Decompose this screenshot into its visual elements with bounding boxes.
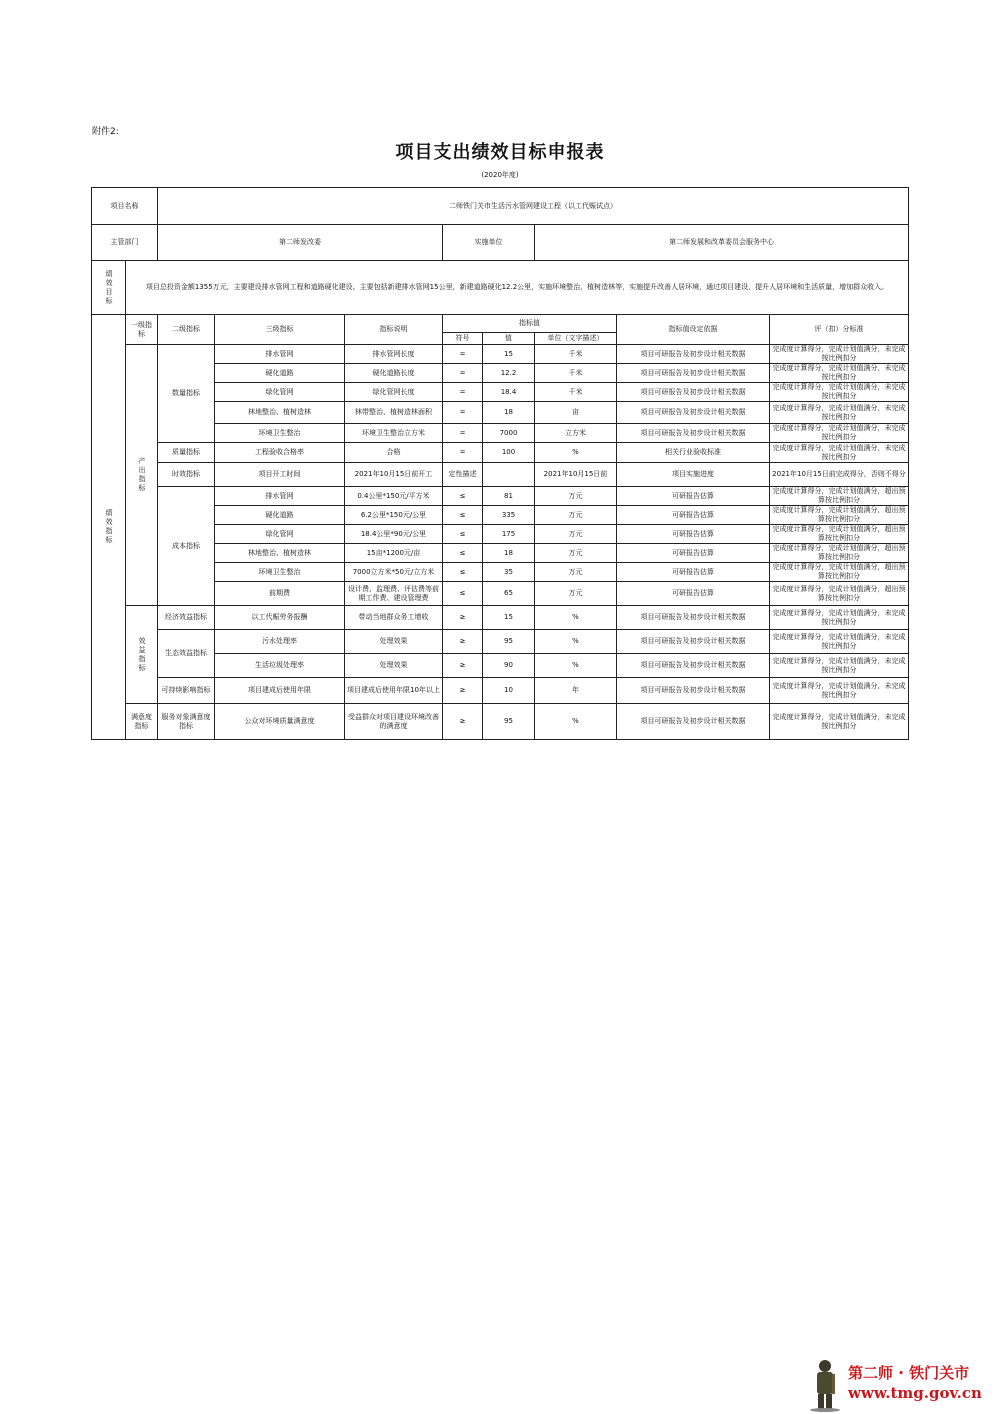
dept-row: [92, 225, 909, 261]
cell-val: [483, 463, 535, 487]
cell-sym: ≥: [443, 630, 483, 654]
unit-value: 第二师发展和改革委员会服务中心: [535, 225, 909, 261]
header-level1: 一级指标: [126, 315, 158, 345]
table-row: [92, 463, 909, 487]
cell-desc: 处理效果: [345, 654, 443, 678]
cell-basis: 可研报告估算: [617, 563, 770, 582]
cell-unit: 万元: [535, 582, 617, 606]
cat-satisfaction: 满意度指标: [126, 704, 158, 740]
dept-value: 第二师发改委: [158, 225, 443, 261]
table-row: [92, 364, 909, 383]
cell-unit: 万元: [535, 544, 617, 563]
header-scoring: 评（扣）分标准: [770, 315, 909, 345]
table-row: [92, 506, 909, 525]
cell-val: 90: [483, 654, 535, 678]
cell-score: 完成度计算得分，完成计划值满分，未完成按比例扣分: [770, 383, 909, 402]
cell-unit: 万元: [535, 487, 617, 506]
indicator-label: 绩效指标: [92, 315, 126, 740]
cell-unit: 2021年10月15日前: [535, 463, 617, 487]
cell-l3: 硬化道路: [215, 506, 345, 525]
header-val: 值: [483, 333, 535, 345]
cell-basis: 项目可研报告及初步设计相关数据: [617, 424, 770, 443]
cell-l3: 项目开工时间: [215, 463, 345, 487]
cell-sym: ≤: [443, 525, 483, 544]
table-row: [92, 606, 909, 630]
header-row: [92, 315, 909, 333]
cat-output: 产出指标: [126, 345, 158, 606]
cell-unit: %: [535, 704, 617, 740]
cell-desc: 带动当地群众务工增收: [345, 606, 443, 630]
cell-basis: 可研报告估算: [617, 525, 770, 544]
header-desc: 指标说明: [345, 315, 443, 345]
cell-desc: 6.2公里*150元/公里: [345, 506, 443, 525]
cell-l3: 环境卫生整治: [215, 424, 345, 443]
cell-desc: 2021年10月15日前开工: [345, 463, 443, 487]
cell-val: 18: [483, 544, 535, 563]
cell-basis: 相关行业验收标准: [617, 443, 770, 463]
cell-l3: 污水处理率: [215, 630, 345, 654]
cell-score: 完成度计算得分，完成计划值满分，超出预算按比例扣分: [770, 544, 909, 563]
cell-sym: =: [443, 383, 483, 402]
project-name-row: [92, 188, 909, 225]
group-time: 时效指标: [158, 463, 215, 487]
table-row: [92, 563, 909, 582]
cell-l3: 环境卫生整治: [215, 563, 345, 582]
cell-sym: =: [443, 424, 483, 443]
cell-unit: 千米: [535, 383, 617, 402]
goal-text: 项目总投资金额1355万元，主要建设排水管网工程和道路硬化建设。主要包括新建排水管网15公里，新建道路硬化12.2公里，实施环境整治，植树造林等，实施提升改善人居环境，通过项目建设，提升人居环境和生活质量，增加群众收入。: [126, 261, 909, 315]
cell-score: 完成度计算得分，完成计划值满分，超出预算按比例扣分: [770, 525, 909, 544]
cell-l3: 以工代赈劳务报酬: [215, 606, 345, 630]
table-row: [92, 402, 909, 424]
header-value: 指标值: [443, 315, 617, 333]
cell-l3: 前期费: [215, 582, 345, 606]
cell-unit: %: [535, 654, 617, 678]
cell-desc: 环境卫生整治立方米: [345, 424, 443, 443]
project-name-value: 二师铁门关市生活污水管网建设工程（以工代赈试点）: [158, 188, 909, 225]
cell-val: 18: [483, 402, 535, 424]
cell-val: 95: [483, 704, 535, 740]
table-row: [92, 345, 909, 364]
cell-desc: 受益群众对项目建设环境改善的满意度: [345, 704, 443, 740]
cell-l3: 硬化道路: [215, 364, 345, 383]
cell-val: 65: [483, 582, 535, 606]
cell-sym: ≥: [443, 678, 483, 704]
cell-l3: 工程验收合格率: [215, 443, 345, 463]
cell-score: 完成度计算得分，完成计划值满分，未完成按比例扣分: [770, 364, 909, 383]
goal-row: [92, 261, 909, 315]
cell-val: 18.4: [483, 383, 535, 402]
cell-l3: 林地整治、植树造林: [215, 402, 345, 424]
cell-unit: %: [535, 606, 617, 630]
cell-desc: 排水管网长度: [345, 345, 443, 364]
goal-label: 绩效目标: [92, 261, 126, 315]
group-cost: 成本指标: [158, 487, 215, 606]
project-name-label: 项目名称: [92, 188, 158, 225]
table-row: [92, 544, 909, 563]
table-row: [92, 678, 909, 704]
cell-unit: 千米: [535, 345, 617, 364]
cell-l3: 排水管网: [215, 345, 345, 364]
cell-desc: 项目建成后使用年限10年以上: [345, 678, 443, 704]
cell-sym: ≤: [443, 487, 483, 506]
page-title: 项目支出绩效目标申报表: [395, 142, 605, 163]
cell-basis: 项目可研报告及初步设计相关数据: [617, 402, 770, 424]
cell-basis: 项目可研报告及初步设计相关数据: [617, 345, 770, 364]
cell-unit: %: [535, 443, 617, 463]
cell-basis: 项目实施进度: [617, 463, 770, 487]
cell-val: 335: [483, 506, 535, 525]
cell-val: 10: [483, 678, 535, 704]
table-row: [92, 582, 909, 606]
table-row: [92, 525, 909, 544]
cell-score: 完成度计算得分，完成计划值满分，未完成按比例扣分: [770, 630, 909, 654]
cell-l3: 绿化管网: [215, 383, 345, 402]
cell-basis: 可研报告估算: [617, 582, 770, 606]
cell-sym: =: [443, 364, 483, 383]
cell-unit: 千米: [535, 364, 617, 383]
cell-basis: 可研报告估算: [617, 487, 770, 506]
cell-sym: ≤: [443, 563, 483, 582]
cell-unit: 立方米: [535, 424, 617, 443]
cell-unit: 万元: [535, 563, 617, 582]
cell-desc: 绿化管网长度: [345, 383, 443, 402]
group-sustain: 可持续影响指标: [158, 678, 215, 704]
cell-desc: 18.4公里*90元/公里: [345, 525, 443, 544]
group-econ: 经济效益指标: [158, 606, 215, 630]
cell-basis: 项目可研报告及初步设计相关数据: [617, 630, 770, 654]
logo-brand-text: 第二师 · 铁门关市: [848, 1364, 970, 1382]
cell-unit: 万元: [535, 525, 617, 544]
cell-val: 7000: [483, 424, 535, 443]
cell-basis: 可研报告估算: [617, 544, 770, 563]
cell-val: 100: [483, 443, 535, 463]
cell-desc: 15亩*1200元/亩: [345, 544, 443, 563]
cell-unit: 年: [535, 678, 617, 704]
cell-sym: ≥: [443, 704, 483, 740]
header-unit: 单位（文字描述）: [535, 333, 617, 345]
cell-score: 完成度计算得分，完成计划值满分，超出预算按比例扣分: [770, 582, 909, 606]
attachment-label: 附件2:: [92, 127, 119, 137]
cell-desc: 设计费、监理费、评估费等前期工作费、建设管理费: [345, 582, 443, 606]
cell-basis: 项目可研报告及初步设计相关数据: [617, 383, 770, 402]
cell-l3: 排水管网: [215, 487, 345, 506]
cell-val: 81: [483, 487, 535, 506]
group-satis: 服务对象满意度指标: [158, 704, 215, 740]
cell-val: 15: [483, 606, 535, 630]
cell-unit: 亩: [535, 402, 617, 424]
cell-score: 完成度计算得分，完成计划值满分，未完成按比例扣分: [770, 606, 909, 630]
group-eco: 生态效益指标: [158, 630, 215, 678]
cell-score: 完成度计算得分，完成计划值满分，未完成按比例扣分: [770, 704, 909, 740]
cell-desc: 合格: [345, 443, 443, 463]
cell-score: 完成度计算得分，完成计划值满分，超出预算按比例扣分: [770, 506, 909, 525]
cell-sym: =: [443, 402, 483, 424]
soldier-figure-icon: [808, 1358, 842, 1412]
table-row: [92, 487, 909, 506]
cell-desc: 处理效果: [345, 630, 443, 654]
header-basis: 指标值设定依据: [617, 315, 770, 345]
cell-sym: ≥: [443, 606, 483, 630]
cell-unit: 万元: [535, 506, 617, 525]
header-level2: 二级指标: [158, 315, 215, 345]
cell-score: 完成度计算得分，完成计划值满分，未完成按比例扣分: [770, 654, 909, 678]
header-level3: 三级指标: [215, 315, 345, 345]
cell-score: 完成度计算得分，完成计划值满分，未完成按比例扣分: [770, 345, 909, 364]
cell-sym: ≤: [443, 582, 483, 606]
cat-benefit: 效益指标: [126, 606, 158, 704]
cell-desc: 硬化道路长度: [345, 364, 443, 383]
table-row: [92, 630, 909, 654]
cell-desc: 7000立方米*50元/立方米: [345, 563, 443, 582]
table-row: [92, 443, 909, 463]
group-quality: 质量指标: [158, 443, 215, 463]
cell-desc: 林带整治、植树造林面积: [345, 402, 443, 424]
performance-table: [91, 187, 909, 740]
cell-score: 完成度计算得分，完成计划值满分，未完成按比例扣分: [770, 402, 909, 424]
cell-val: 35: [483, 563, 535, 582]
cell-sym: ≤: [443, 506, 483, 525]
cell-basis: 项目可研报告及初步设计相关数据: [617, 606, 770, 630]
cell-val: 15: [483, 345, 535, 364]
cell-val: 175: [483, 525, 535, 544]
site-logo[interactable]: [800, 1358, 1000, 1414]
cell-l3: 生活垃圾处理率: [215, 654, 345, 678]
cell-l3: 公众对环境质量满意度: [215, 704, 345, 740]
logo-url-text: www.tmg.gov.cn: [848, 1384, 982, 1402]
cell-l3: 林地整治、植树造林: [215, 544, 345, 563]
cell-sym: ≥: [443, 654, 483, 678]
cell-desc: 0.4公里*150元/平方米: [345, 487, 443, 506]
cell-sym: =: [443, 345, 483, 364]
cell-score: 完成度计算得分，完成计划值满分，未完成按比例扣分: [770, 678, 909, 704]
group-qty: 数量指标: [158, 345, 215, 443]
cell-l3: 绿化管网: [215, 525, 345, 544]
cell-val: 12.2: [483, 364, 535, 383]
table-row: [92, 424, 909, 443]
cell-val: 95: [483, 630, 535, 654]
cell-basis: 可研报告估算: [617, 506, 770, 525]
cell-basis: 项目可研报告及初步设计相关数据: [617, 654, 770, 678]
cell-unit: %: [535, 630, 617, 654]
cell-basis: 项目可研报告及初步设计相关数据: [617, 364, 770, 383]
cell-score: 2021年10月15日前完成得分，否则不得分: [770, 463, 909, 487]
cell-sym: ≤: [443, 544, 483, 563]
table-row: [92, 704, 909, 740]
cell-basis: 项目可研报告及初步设计相关数据: [617, 704, 770, 740]
cell-score: 完成度计算得分，完成计划值满分，超出预算按比例扣分: [770, 563, 909, 582]
table-row: [92, 383, 909, 402]
unit-label: 实施单位: [443, 225, 535, 261]
cell-l3: 项目建成后使用年限: [215, 678, 345, 704]
table-row: [92, 654, 909, 678]
cell-score: 完成度计算得分，完成计划值满分，超出预算按比例扣分: [770, 487, 909, 506]
cell-score: 完成度计算得分，完成计划值满分，未完成按比例扣分: [770, 424, 909, 443]
year-label: (2020年度): [481, 171, 519, 179]
header-sym: 符号: [443, 333, 483, 345]
dept-label: 主管部门: [92, 225, 158, 261]
cell-sym: 定性描述: [443, 463, 483, 487]
cell-basis: 项目可研报告及初步设计相关数据: [617, 678, 770, 704]
cell-score: 完成度计算得分，完成计划值满分，未完成按比例扣分: [770, 443, 909, 463]
cell-sym: =: [443, 443, 483, 463]
